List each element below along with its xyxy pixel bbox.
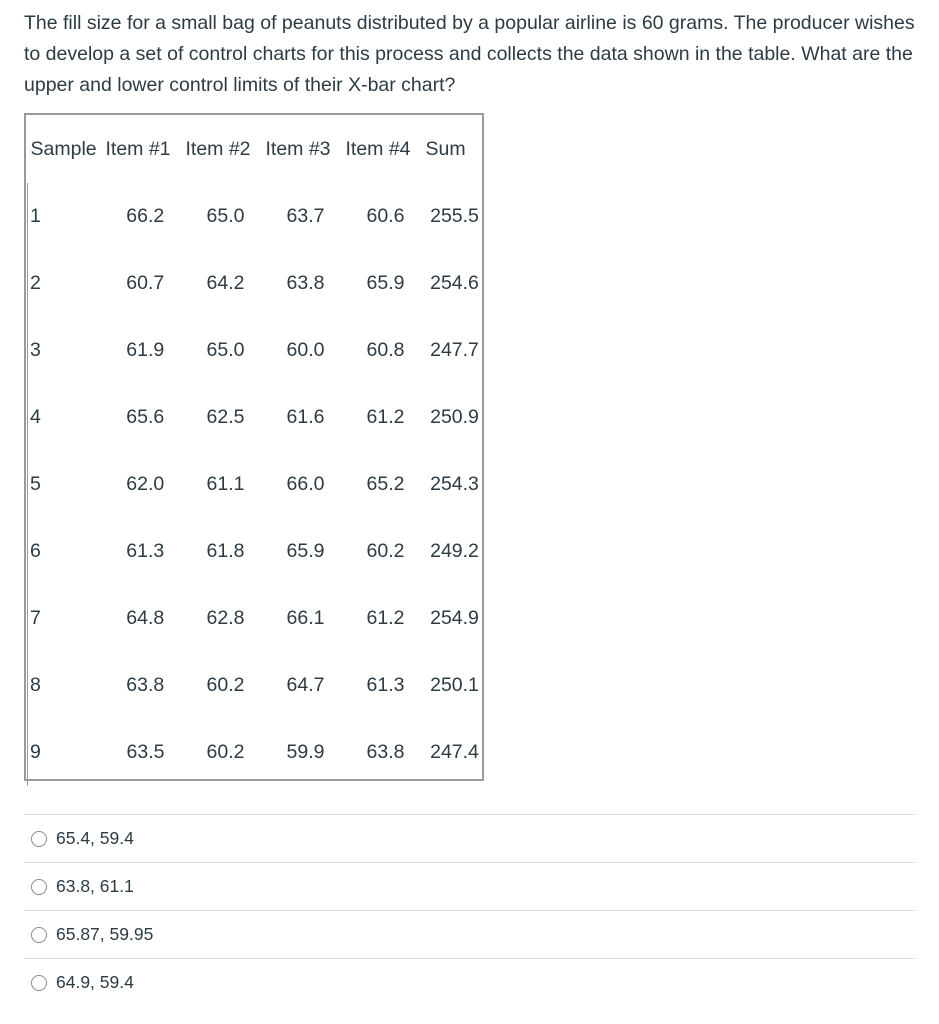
sample-data-table-frame bbox=[24, 113, 484, 781]
cell-item-4: 61.2 bbox=[366, 406, 405, 428]
answer-option-3[interactable] bbox=[24, 910, 915, 958]
cell-item-2: 62.8 bbox=[206, 607, 245, 629]
cell-sample: 2 bbox=[28, 250, 106, 317]
cell-item-4: 65.9 bbox=[366, 272, 405, 294]
cell-sum: 255.5 bbox=[430, 205, 479, 227]
radio-button-icon[interactable] bbox=[31, 831, 47, 847]
radio-button-icon[interactable] bbox=[31, 927, 47, 943]
cell-item-3: 64.7 bbox=[286, 674, 325, 696]
table-row bbox=[28, 250, 484, 317]
cell-item-1: 63.5 bbox=[126, 741, 165, 763]
cell-item-2: 65.0 bbox=[206, 339, 245, 361]
table-row bbox=[28, 451, 484, 518]
cell-sample: 5 bbox=[28, 451, 106, 518]
cell-item-2: 64.2 bbox=[206, 272, 245, 294]
header-item-4: Item #4 bbox=[345, 138, 411, 160]
cell-item-1: 65.6 bbox=[126, 406, 165, 428]
cell-item-3: 60.0 bbox=[286, 339, 325, 361]
cell-sample: 3 bbox=[28, 317, 106, 384]
cell-sample: 9 bbox=[28, 719, 106, 786]
cell-item-4: 60.6 bbox=[366, 205, 405, 227]
table-row bbox=[28, 384, 484, 451]
header-item-2: Item #2 bbox=[185, 138, 251, 160]
cell-sum: 250.9 bbox=[430, 406, 479, 428]
cell-item-1: 63.8 bbox=[126, 674, 165, 696]
cell-sample: 7 bbox=[28, 585, 106, 652]
header-item-3: Item #3 bbox=[265, 138, 331, 160]
answer-label: 65.87, 59.95 bbox=[56, 924, 154, 944]
header-sum: Sum bbox=[425, 138, 466, 160]
cell-sum: 247.4 bbox=[430, 741, 479, 763]
cell-item-3: 61.6 bbox=[286, 406, 325, 428]
cell-item-1: 64.8 bbox=[126, 607, 165, 629]
answer-choices bbox=[24, 814, 915, 1006]
cell-item-3: 66.1 bbox=[286, 607, 325, 629]
cell-item-1: 66.2 bbox=[126, 205, 165, 227]
cell-sum: 249.2 bbox=[430, 540, 479, 562]
cell-item-3: 65.9 bbox=[286, 540, 325, 562]
cell-sum: 254.9 bbox=[430, 607, 479, 629]
cell-item-1: 61.3 bbox=[126, 540, 165, 562]
answer-label: 65.4, 59.4 bbox=[56, 828, 134, 848]
cell-item-4: 63.8 bbox=[366, 741, 405, 763]
radio-button-icon[interactable] bbox=[31, 975, 47, 991]
answer-option-1[interactable] bbox=[24, 814, 915, 862]
cell-item-1: 60.7 bbox=[126, 272, 165, 294]
answer-option-4[interactable] bbox=[24, 958, 915, 1006]
cell-item-4: 60.8 bbox=[366, 339, 405, 361]
cell-item-1: 61.9 bbox=[126, 339, 165, 361]
cell-sum: 250.1 bbox=[430, 674, 479, 696]
cell-sum: 254.3 bbox=[430, 473, 479, 495]
cell-item-2: 61.8 bbox=[206, 540, 245, 562]
cell-item-2: 62.5 bbox=[206, 406, 245, 428]
cell-item-4: 61.2 bbox=[366, 607, 405, 629]
cell-item-4: 65.2 bbox=[366, 473, 405, 495]
cell-sum: 254.6 bbox=[430, 272, 479, 294]
table-row bbox=[28, 183, 484, 250]
cell-item-2: 60.2 bbox=[206, 674, 245, 696]
cell-sample: 4 bbox=[28, 384, 106, 451]
table-row bbox=[28, 317, 484, 384]
cell-item-2: 60.2 bbox=[206, 741, 245, 763]
table-row bbox=[28, 518, 484, 585]
answer-option-2[interactable] bbox=[24, 862, 915, 910]
header-sample: Sample bbox=[30, 138, 97, 160]
table-header-row bbox=[28, 116, 484, 183]
cell-sample: 8 bbox=[28, 652, 106, 719]
cell-sample: 1 bbox=[28, 183, 106, 250]
answer-label: 63.8, 61.1 bbox=[56, 876, 134, 896]
cell-item-3: 63.7 bbox=[286, 205, 325, 227]
header-item-1: Item #1 bbox=[105, 138, 171, 160]
table-row bbox=[28, 652, 484, 719]
sample-data-table bbox=[27, 116, 484, 786]
cell-item-3: 66.0 bbox=[286, 473, 325, 495]
cell-item-3: 59.9 bbox=[286, 741, 325, 763]
radio-button-icon[interactable] bbox=[31, 879, 47, 895]
cell-item-1: 62.0 bbox=[126, 473, 165, 495]
table-row bbox=[28, 719, 484, 786]
answer-label: 64.9, 59.4 bbox=[56, 972, 134, 992]
cell-item-4: 61.3 bbox=[366, 674, 405, 696]
cell-item-4: 60.2 bbox=[366, 540, 405, 562]
cell-sample: 6 bbox=[28, 518, 106, 585]
cell-sum: 247.7 bbox=[430, 339, 479, 361]
cell-item-2: 61.1 bbox=[206, 473, 245, 495]
table-row bbox=[28, 585, 484, 652]
question-text: The fill size for a small bag of peanuts distributed by a popular airline is 60 grams. The producer wishes to develop a set of control charts for this process and collects the data shown in the table. What are the upper and lower control limits of their X-bar chart? bbox=[24, 12, 915, 96]
cell-item-2: 65.0 bbox=[206, 205, 245, 227]
cell-item-3: 63.8 bbox=[286, 272, 325, 294]
